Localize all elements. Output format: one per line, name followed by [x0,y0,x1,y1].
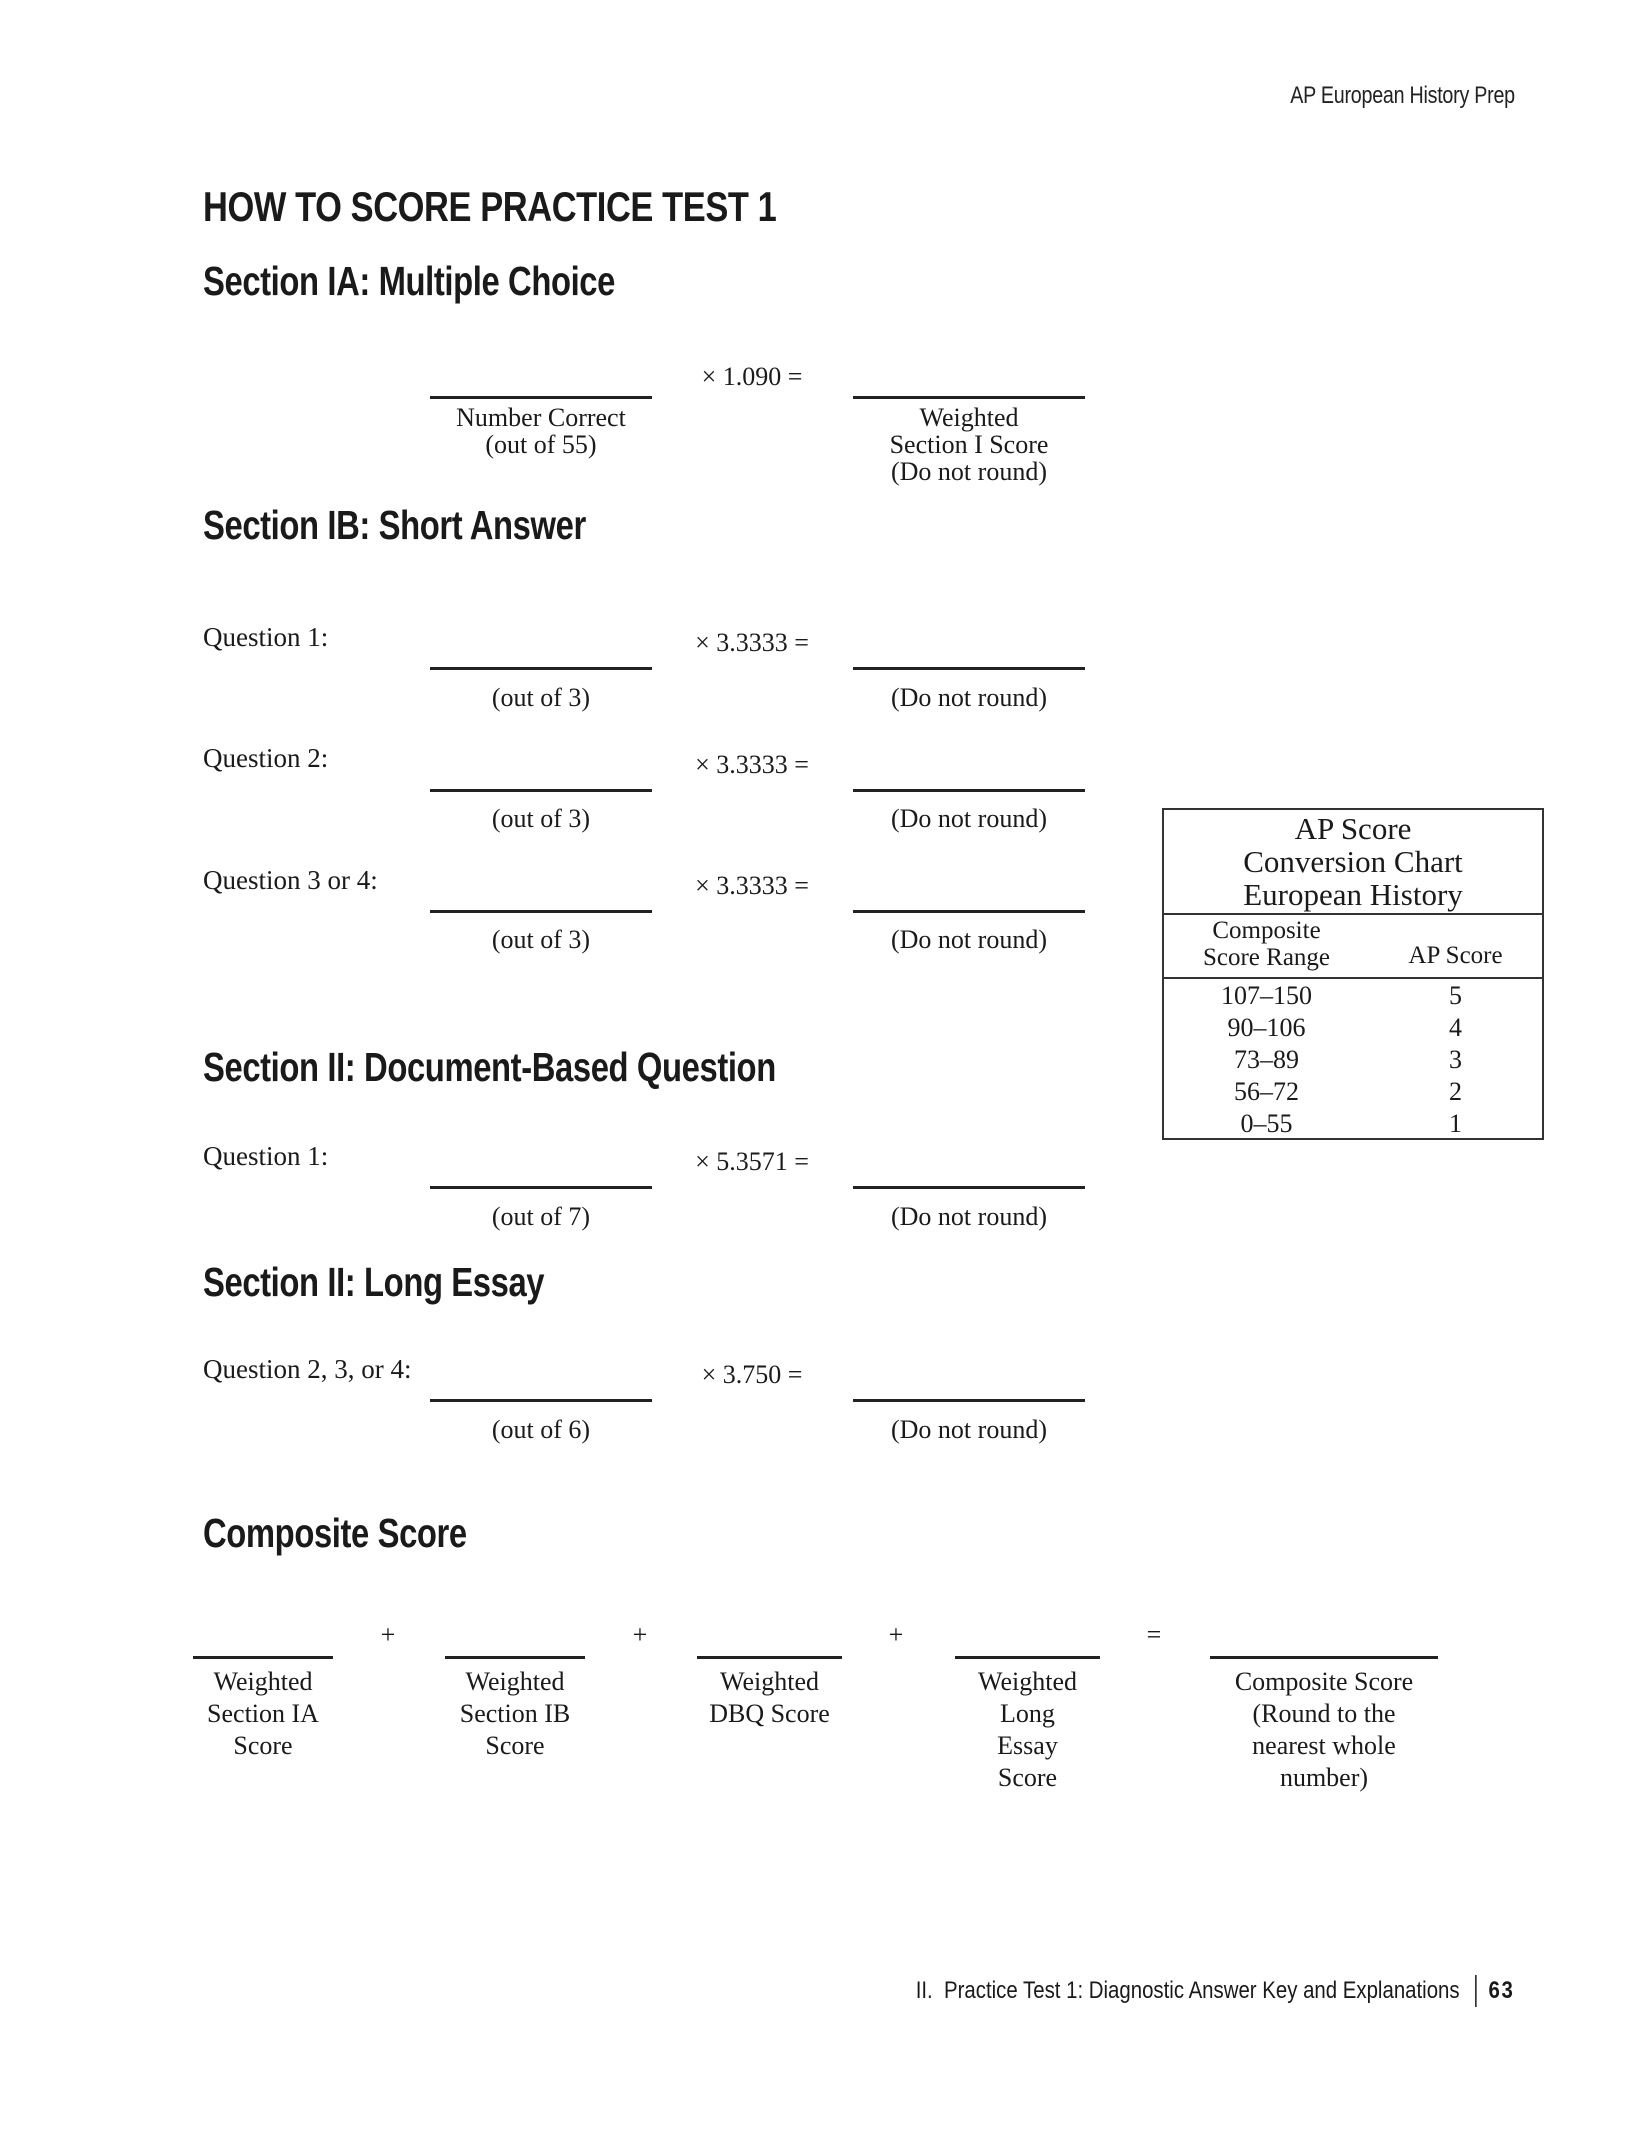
chart-header-row [1164,915,1542,979]
caption-line: DBQ Score [709,1699,830,1728]
equals-operator: = [1146,1620,1162,1649]
table-row [1164,1076,1542,1108]
dbq-weighted-blank[interactable] [853,1186,1085,1189]
caption-line: Number Correct [456,403,626,432]
range-cell: 73–89 [1234,1045,1299,1074]
caption-line: nearest whole [1252,1731,1396,1760]
ib-question-1-right-caption: (Do not round) [891,683,1047,712]
section-ia-weighted-blank[interactable] [853,396,1085,399]
score-cell: 3 [1449,1045,1462,1074]
footer-divider [1475,1975,1477,2007]
header-line: Score Range [1202,944,1331,971]
ib-question-2-multiplier: × 3.3333 = [695,750,809,779]
dbq-right-caption: (Do not round) [891,1202,1047,1231]
essay-left-caption: (out of 6) [491,1415,591,1444]
composite-dbq-blank[interactable] [697,1656,842,1659]
dbq-score-blank[interactable] [430,1186,652,1189]
ap-score-header: AP Score [1408,942,1503,969]
range-cell: 90–106 [1227,1013,1306,1042]
range-cell: 107–150 [1221,981,1312,1010]
caption-line: Weighted [978,1667,1077,1696]
essay-weighted-blank[interactable] [853,1399,1085,1402]
caption-line: Weighted [720,1667,819,1696]
chart-body [1164,979,1542,1140]
table-row [1164,1012,1542,1044]
section-dbq-heading: Section II: Document-Based Question [203,1044,776,1090]
dbq-multiplier: × 5.3571 = [695,1147,809,1176]
composite-total-blank[interactable] [1210,1656,1438,1659]
caption-line: Composite Score [1234,1667,1414,1696]
plus-operator: + [632,1620,648,1649]
table-row [1164,980,1542,1012]
ib-question-2-label: Question 2: [203,743,329,773]
section-ia-number-correct-blank[interactable] [430,396,652,399]
ib-question-3-score-blank[interactable] [430,910,652,913]
table-row [1164,1108,1542,1140]
ib-question-3-weighted-blank[interactable] [853,910,1085,913]
ib-question-2-left-caption: (out of 3) [491,804,591,833]
composite-total-caption [1210,1666,1438,1794]
chart-title-line: European History [1243,877,1463,912]
ib-question-3-right-caption: (Do not round) [891,925,1047,954]
composite-range-header [1164,915,1369,977]
essay-score-blank[interactable] [430,1399,652,1402]
section-essay-heading: Section II: Long Essay [203,1259,545,1305]
page-number: 63 [1488,1977,1515,2004]
caption-line: Long [1000,1699,1055,1728]
score-cell: 1 [1449,1109,1462,1138]
ib-question-1-score-blank[interactable] [430,667,652,670]
score-cell: 4 [1449,1013,1462,1042]
caption-line: Section IA [207,1699,319,1728]
essay-multiplier: × 3.750 = [701,1360,803,1389]
composite-ib-blank[interactable] [445,1656,585,1659]
caption-line: Section I Score [889,430,1049,459]
page-footer [916,1975,1515,2007]
section-ia-right-caption [853,404,1085,485]
composite-ia-blank[interactable] [193,1656,333,1659]
composite-dbq-caption [697,1666,842,1730]
section-ib-heading: Section IB: Short Answer [203,502,586,548]
chart-title-line: AP Score [1294,811,1412,846]
ib-question-1-weighted-blank[interactable] [853,667,1085,670]
section-ia-heading: Section IA: Multiple Choice [203,258,615,304]
ap-score-conversion-chart [1162,808,1544,1140]
caption-line: Weighted [919,403,1019,432]
caption-line: (Do not round) [891,457,1047,486]
caption-line: (out of 55) [485,430,597,459]
header-line: Composite [1212,917,1321,944]
essay-question-label: Question 2, 3, or 4: [203,1354,412,1384]
ib-question-3-multiplier: × 3.3333 = [695,871,809,900]
ib-question-2-score-blank[interactable] [430,789,652,792]
chart-title [1164,810,1542,915]
score-cell: 5 [1449,981,1462,1010]
caption-line: (Round to the [1252,1699,1396,1728]
ib-question-1-left-caption: (out of 3) [491,683,591,712]
caption-line: Essay [997,1731,1058,1760]
caption-line: Weighted [465,1667,565,1696]
caption-line: Score [997,1763,1058,1792]
range-cell: 0–55 [1240,1109,1293,1138]
caption-line: Weighted [213,1667,313,1696]
ib-question-3-left-caption: (out of 3) [491,925,591,954]
caption-line: Score [485,1731,545,1760]
composite-essay-caption [955,1666,1100,1794]
section-ia-left-caption [430,404,652,458]
caption-line: Section IB [459,1699,571,1728]
section-ia-multiplier: × 1.090 = [701,362,803,391]
caption-line: number) [1279,1763,1369,1792]
caption-line: Score [233,1731,293,1760]
composite-essay-blank[interactable] [955,1656,1100,1659]
running-head: AP European History Prep [1290,82,1515,109]
ib-question-1-label: Question 1: [203,622,329,652]
ib-question-2-weighted-blank[interactable] [853,789,1085,792]
score-cell: 2 [1449,1077,1462,1106]
ib-question-1-multiplier: × 3.3333 = [695,628,809,657]
table-row [1164,1044,1542,1076]
composite-ia-caption [193,1666,333,1762]
section-composite-heading: Composite Score [203,1510,467,1556]
ib-question-3-label: Question 3 or 4: [203,865,378,895]
dbq-left-caption: (out of 7) [491,1202,591,1231]
plus-operator: + [888,1620,904,1649]
chart-title-line: Conversion Chart [1243,844,1463,879]
plus-operator: + [380,1620,396,1649]
composite-ib-caption [445,1666,585,1762]
dbq-question-label: Question 1: [203,1141,329,1171]
ib-question-2-right-caption: (Do not round) [891,804,1047,833]
range-cell: 56–72 [1234,1077,1299,1106]
footer-chapter: II. Practice Test 1: Diagnostic Answer Key and Explanations [916,1977,1461,2004]
page-title: HOW TO SCORE PRACTICE TEST 1 [203,183,777,230]
essay-right-caption: (Do not round) [891,1415,1047,1444]
